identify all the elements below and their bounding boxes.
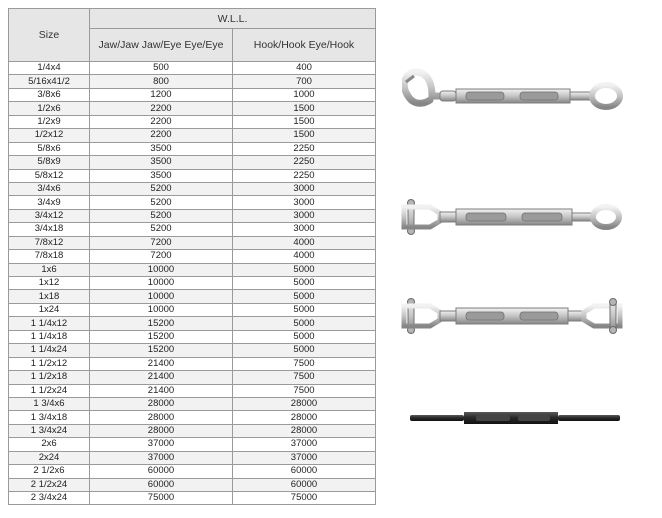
jaw-eye-wll-cell: 3500: [90, 142, 233, 155]
table-row: [9, 196, 376, 209]
jaw-eye-wll-cell: 10000: [90, 303, 233, 316]
table-row: [9, 115, 376, 128]
size-cell: 1 1/2x24: [9, 384, 90, 397]
size-cell: 1/2x12: [9, 129, 90, 142]
jaw-eye-wll-cell: 37000: [90, 438, 233, 451]
size-cell: 5/16x41/2: [9, 75, 90, 88]
stub-end-turnbuckle-icon: [410, 412, 620, 424]
jaw-eye-wll-cell: 60000: [90, 465, 233, 478]
table-row: [9, 263, 376, 276]
hook-eye-wll-cell: 1500: [233, 115, 376, 128]
table-row: [9, 62, 376, 75]
jaw-eye-wll-cell: 15200: [90, 317, 233, 330]
size-cell: 1 3/4x24: [9, 424, 90, 437]
size-cell: 2x6: [9, 438, 90, 451]
size-cell: 1x12: [9, 277, 90, 290]
table-row: [9, 317, 376, 330]
size-cell: 3/4x12: [9, 209, 90, 222]
hook-eye-header: Hook/Hook Eye/Hook: [233, 29, 376, 62]
jaw-eye-wll-cell: 10000: [90, 290, 233, 303]
hook-eye-wll-cell: 3000: [233, 182, 376, 195]
jaw-eye-wll-cell: 2200: [90, 102, 233, 115]
table-row: [9, 75, 376, 88]
hook-eye-wll-cell: 7500: [233, 357, 376, 370]
size-cell: 1 1/4x24: [9, 344, 90, 357]
hook-eye-wll-cell: 5000: [233, 290, 376, 303]
hook-eye-wll-cell: 2250: [233, 156, 376, 169]
hook-eye-wll-cell: 60000: [233, 465, 376, 478]
table-row: [9, 424, 376, 437]
hook-eye-wll-cell: 37000: [233, 451, 376, 464]
jaw-eye-wll-cell: 5200: [90, 223, 233, 236]
size-cell: 2 1/2x24: [9, 478, 90, 491]
jaw-eye-turnbuckle-icon: [404, 200, 619, 235]
jaw-eye-wll-cell: 15200: [90, 344, 233, 357]
size-cell: 1 1/2x18: [9, 371, 90, 384]
size-cell: 1 3/4x18: [9, 411, 90, 424]
jaw-eye-wll-cell: 5200: [90, 209, 233, 222]
jaw-jaw-turnbuckle-icon: [404, 299, 620, 334]
hook-eye-wll-cell: 400: [233, 62, 376, 75]
table-row: [9, 411, 376, 424]
table-row: [9, 209, 376, 222]
jaw-eye-wll-cell: 28000: [90, 397, 233, 410]
jaw-eye-wll-cell: 21400: [90, 357, 233, 370]
jaw-eye-wll-cell: 10000: [90, 263, 233, 276]
hook-eye-wll-cell: 7500: [233, 371, 376, 384]
hook-eye-wll-cell: 5000: [233, 277, 376, 290]
size-cell: 2 3/4x24: [9, 492, 90, 505]
size-cell: 2 1/2x6: [9, 465, 90, 478]
hook-eye-wll-cell: 28000: [233, 424, 376, 437]
jaw-eye-wll-cell: 75000: [90, 492, 233, 505]
jaw-eye-wll-cell: 2200: [90, 115, 233, 128]
jaw-jaw-turnbuckle-image: [400, 296, 624, 336]
jaw-eye-wll-cell: 7200: [90, 236, 233, 249]
hook-eye-wll-cell: 4000: [233, 236, 376, 249]
table-row: [9, 142, 376, 155]
size-cell: 1 1/2x12: [9, 357, 90, 370]
jaw-eye-wll-cell: 3500: [90, 156, 233, 169]
hook-eye-wll-cell: 5000: [233, 263, 376, 276]
size-cell: 3/4x18: [9, 223, 90, 236]
stub-end-turnbuckle-image: [408, 406, 624, 430]
jaw-eye-wll-cell: 28000: [90, 424, 233, 437]
hook-eye-wll-cell: 5000: [233, 344, 376, 357]
jaw-eye-wll-cell: 21400: [90, 384, 233, 397]
jaw-eye-header: Jaw/Jaw Jaw/Eye Eye/Eye: [90, 29, 233, 62]
hook-eye-wll-cell: 2250: [233, 142, 376, 155]
size-cell: 1x18: [9, 290, 90, 303]
hook-eye-wll-cell: 28000: [233, 397, 376, 410]
jaw-eye-wll-cell: 21400: [90, 371, 233, 384]
size-cell: 1/2x6: [9, 102, 90, 115]
size-cell: 3/4x6: [9, 182, 90, 195]
hook-eye-wll-cell: 60000: [233, 478, 376, 491]
table-row: [9, 129, 376, 142]
table-row: [9, 169, 376, 182]
size-cell: 7/8x18: [9, 250, 90, 263]
table-row: [9, 277, 376, 290]
table-row: [9, 492, 376, 505]
jaw-eye-wll-cell: 37000: [90, 451, 233, 464]
jaw-eye-wll-cell: 5200: [90, 182, 233, 195]
table-row: [9, 156, 376, 169]
hook-eye-wll-cell: 1500: [233, 129, 376, 142]
hook-eye-wll-cell: 37000: [233, 438, 376, 451]
jaw-eye-wll-cell: 5200: [90, 196, 233, 209]
hook-eye-turnbuckle-icon: [404, 72, 620, 107]
jaw-eye-wll-cell: 15200: [90, 330, 233, 343]
size-cell: 2x24: [9, 451, 90, 464]
size-cell: 5/8x6: [9, 142, 90, 155]
table-row: [9, 88, 376, 101]
size-cell: 5/8x9: [9, 156, 90, 169]
jaw-eye-wll-cell: 2200: [90, 129, 233, 142]
table-row: [9, 397, 376, 410]
jaw-eye-wll-cell: 10000: [90, 277, 233, 290]
hook-eye-wll-cell: 75000: [233, 492, 376, 505]
size-cell: 7/8x12: [9, 236, 90, 249]
jaw-eye-wll-cell: 28000: [90, 411, 233, 424]
hook-eye-wll-cell: 1500: [233, 102, 376, 115]
jaw-eye-wll-cell: 1200: [90, 88, 233, 101]
wll-table: [8, 8, 376, 505]
hook-eye-wll-cell: 3000: [233, 209, 376, 222]
table-row: [9, 303, 376, 316]
jaw-eye-wll-cell: 800: [90, 75, 233, 88]
table-row: [9, 465, 376, 478]
wll-header: W.L.L.: [90, 9, 376, 29]
hook-eye-wll-cell: 700: [233, 75, 376, 88]
jaw-eye-wll-cell: 60000: [90, 478, 233, 491]
size-cell: 3/4x9: [9, 196, 90, 209]
hook-eye-wll-cell: 5000: [233, 303, 376, 316]
table-row: [9, 290, 376, 303]
hook-eye-wll-cell: 3000: [233, 223, 376, 236]
table-row: [9, 371, 376, 384]
table-row: [9, 250, 376, 263]
table-row: [9, 330, 376, 343]
table-row: [9, 478, 376, 491]
table-row: [9, 182, 376, 195]
table-row: [9, 236, 376, 249]
size-cell: 1/4x4: [9, 62, 90, 75]
hook-eye-wll-cell: 2250: [233, 169, 376, 182]
table-row: [9, 102, 376, 115]
table-row: [9, 451, 376, 464]
jaw-eye-wll-cell: 3500: [90, 169, 233, 182]
hook-eye-turnbuckle-image: [402, 66, 624, 128]
jaw-eye-wll-cell: 7200: [90, 250, 233, 263]
size-cell: 1/2x9: [9, 115, 90, 128]
size-cell: 5/8x12: [9, 169, 90, 182]
jaw-eye-wll-cell: 500: [90, 62, 233, 75]
size-cell: 1 1/4x18: [9, 330, 90, 343]
wll-table-body: [9, 62, 376, 505]
table-row: [9, 438, 376, 451]
hook-eye-wll-cell: 4000: [233, 250, 376, 263]
hook-eye-wll-cell: 3000: [233, 196, 376, 209]
size-cell: 3/8x6: [9, 88, 90, 101]
table-row: [9, 344, 376, 357]
table-row: [9, 384, 376, 397]
hook-eye-wll-cell: 5000: [233, 330, 376, 343]
size-cell: 1x24: [9, 303, 90, 316]
hook-eye-wll-cell: 7500: [233, 384, 376, 397]
size-cell: 1x6: [9, 263, 90, 276]
hook-eye-wll-cell: 28000: [233, 411, 376, 424]
size-cell: 1 1/4x12: [9, 317, 90, 330]
table-row: [9, 357, 376, 370]
jaw-eye-turnbuckle-image: [400, 197, 624, 237]
table-row: [9, 223, 376, 236]
size-cell: 1 3/4x6: [9, 397, 90, 410]
hook-eye-wll-cell: 5000: [233, 317, 376, 330]
size-header: Size: [9, 9, 90, 62]
hook-eye-wll-cell: 1000: [233, 88, 376, 101]
